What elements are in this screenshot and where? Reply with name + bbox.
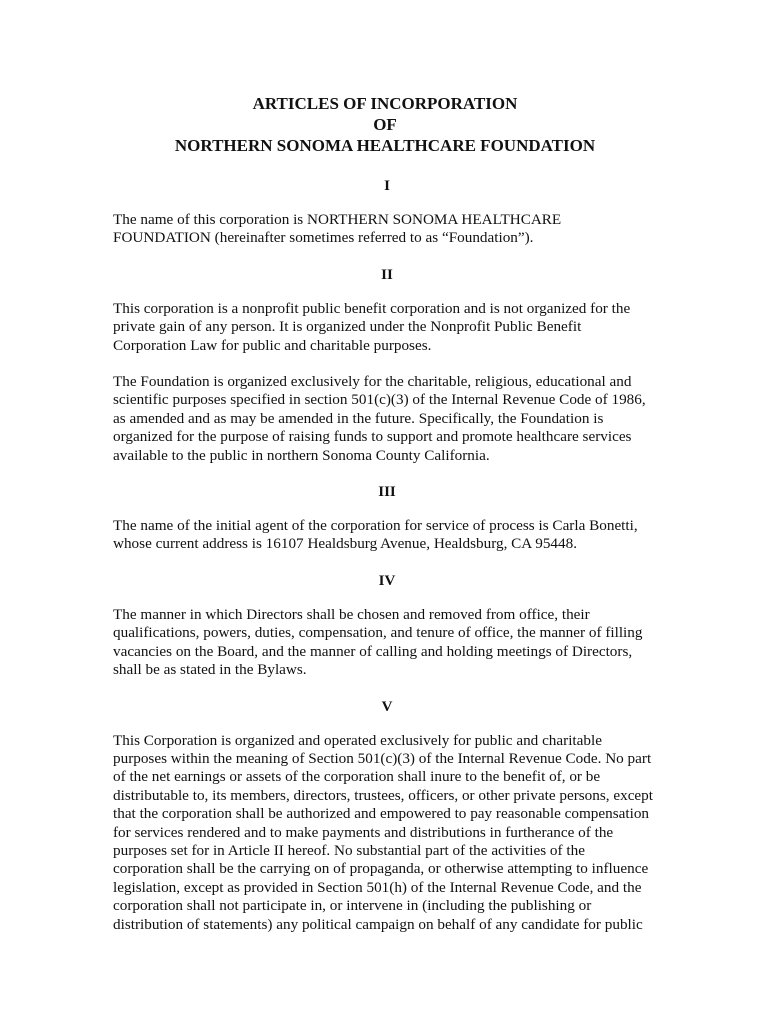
paragraph-line: FOUNDATION (hereinafter sometimes referred to as “Foundation”). (113, 229, 534, 247)
paragraph-line: The manner in which Directors shall be chosen and removed from office, their (113, 605, 590, 623)
article-section (113, 483, 661, 554)
paragraph-line: scientific purposes specified in section 501(c)(3) of the Internal Revenue Code of 1986, (113, 391, 646, 409)
paragraph-line: legislation, except as provided in Section 501(h) of the Internal Revenue Code, and the (113, 878, 642, 896)
paragraph-line: The name of the initial agent of the corporation for service of process is Carla Bonetti, (113, 517, 638, 535)
paragraph-line: The Foundation is organized exclusively for the charitable, religious, educational and (113, 373, 632, 391)
article-paragraph (113, 517, 661, 554)
article-section (113, 698, 661, 934)
paragraph-line: Corporation Law for public and charitable purposes. (113, 336, 432, 354)
paragraph-line: of the net earnings or assets of the corporation shall inure to the benefit of, or be (113, 768, 601, 786)
paragraph-line: This Corporation is organized and operated exclusively for public and charitable (113, 731, 602, 749)
paragraph-line: This corporation is a nonprofit public benefit corporation and is not organized for the (113, 299, 631, 317)
paragraph-line: that the corporation shall be authorized and empowered to pay reasonable compensation (113, 805, 650, 823)
paragraph-line: as amended and as may be amended in the future. Specifically, the Foundation is (113, 409, 604, 427)
article-number: II (381, 266, 393, 283)
article-paragraph (113, 606, 661, 680)
article-section (113, 266, 661, 465)
paragraph-line: purposes within the meaning of Section 501(c)(3) of the Internal Revenue Code. No part (113, 749, 652, 767)
document-title (0, 93, 770, 156)
article-section (113, 177, 661, 248)
paragraph-line: qualifications, powers, duties, compensation, and tenure of office, the manner of filling (113, 624, 643, 642)
paragraph-line: corporation shall not participate in, or intervene in (including the publishing or (113, 897, 592, 915)
paragraph-line: available to the public in northern Sonoma County California. (113, 446, 490, 464)
article-paragraph (113, 373, 661, 465)
article-section (113, 572, 661, 680)
title-line-3: NORTHERN SONOMA HEALTHCARE FOUNDATION (174, 136, 596, 155)
paragraph-line: private gain of any person. It is organized under the Nonprofit Public Benefit (113, 318, 582, 336)
paragraph-line: shall be as stated in the Bylaws. (113, 661, 307, 679)
paragraph-line: distribution of statements) any political campaign on behalf of any candidate for public (113, 915, 643, 933)
articles-body (113, 177, 661, 952)
paragraph-line: vacancies on the Board, and the manner of calling and holding meetings of Directors, (113, 642, 633, 660)
title-line-1: ARTICLES OF INCORPORATION (252, 94, 518, 113)
paragraph-line: corporation shall be the carrying on of propaganda, or otherwise attempting to influence (113, 860, 649, 878)
article-paragraph (113, 300, 661, 355)
article-paragraph (113, 732, 661, 934)
paragraph-line: The name of this corporation is NORTHERN SONOMA HEALTHCARE (113, 211, 562, 228)
article-number: I (384, 178, 390, 194)
title-line-2: OF (373, 115, 397, 134)
article-number: IV (378, 572, 396, 589)
paragraph-line: for services rendered and to make payments and distributions in furtherance of the (113, 823, 614, 841)
paragraph-line: purposes set for in Article II hereof. No substantial part of the activities of the (113, 841, 585, 859)
paragraph-line: whose current address is 16107 Healdsburg Avenue, Healdsburg, CA 95448. (113, 535, 577, 553)
paragraph-line: distributable to, its members, directors, trustees, officers, or other private persons, except (113, 786, 653, 804)
paragraph-line: organized for the purpose of raising funds to support and promote healthcare services (113, 428, 632, 446)
article-number: III (378, 484, 396, 501)
article-number: V (381, 698, 393, 715)
article-paragraph (113, 211, 661, 248)
